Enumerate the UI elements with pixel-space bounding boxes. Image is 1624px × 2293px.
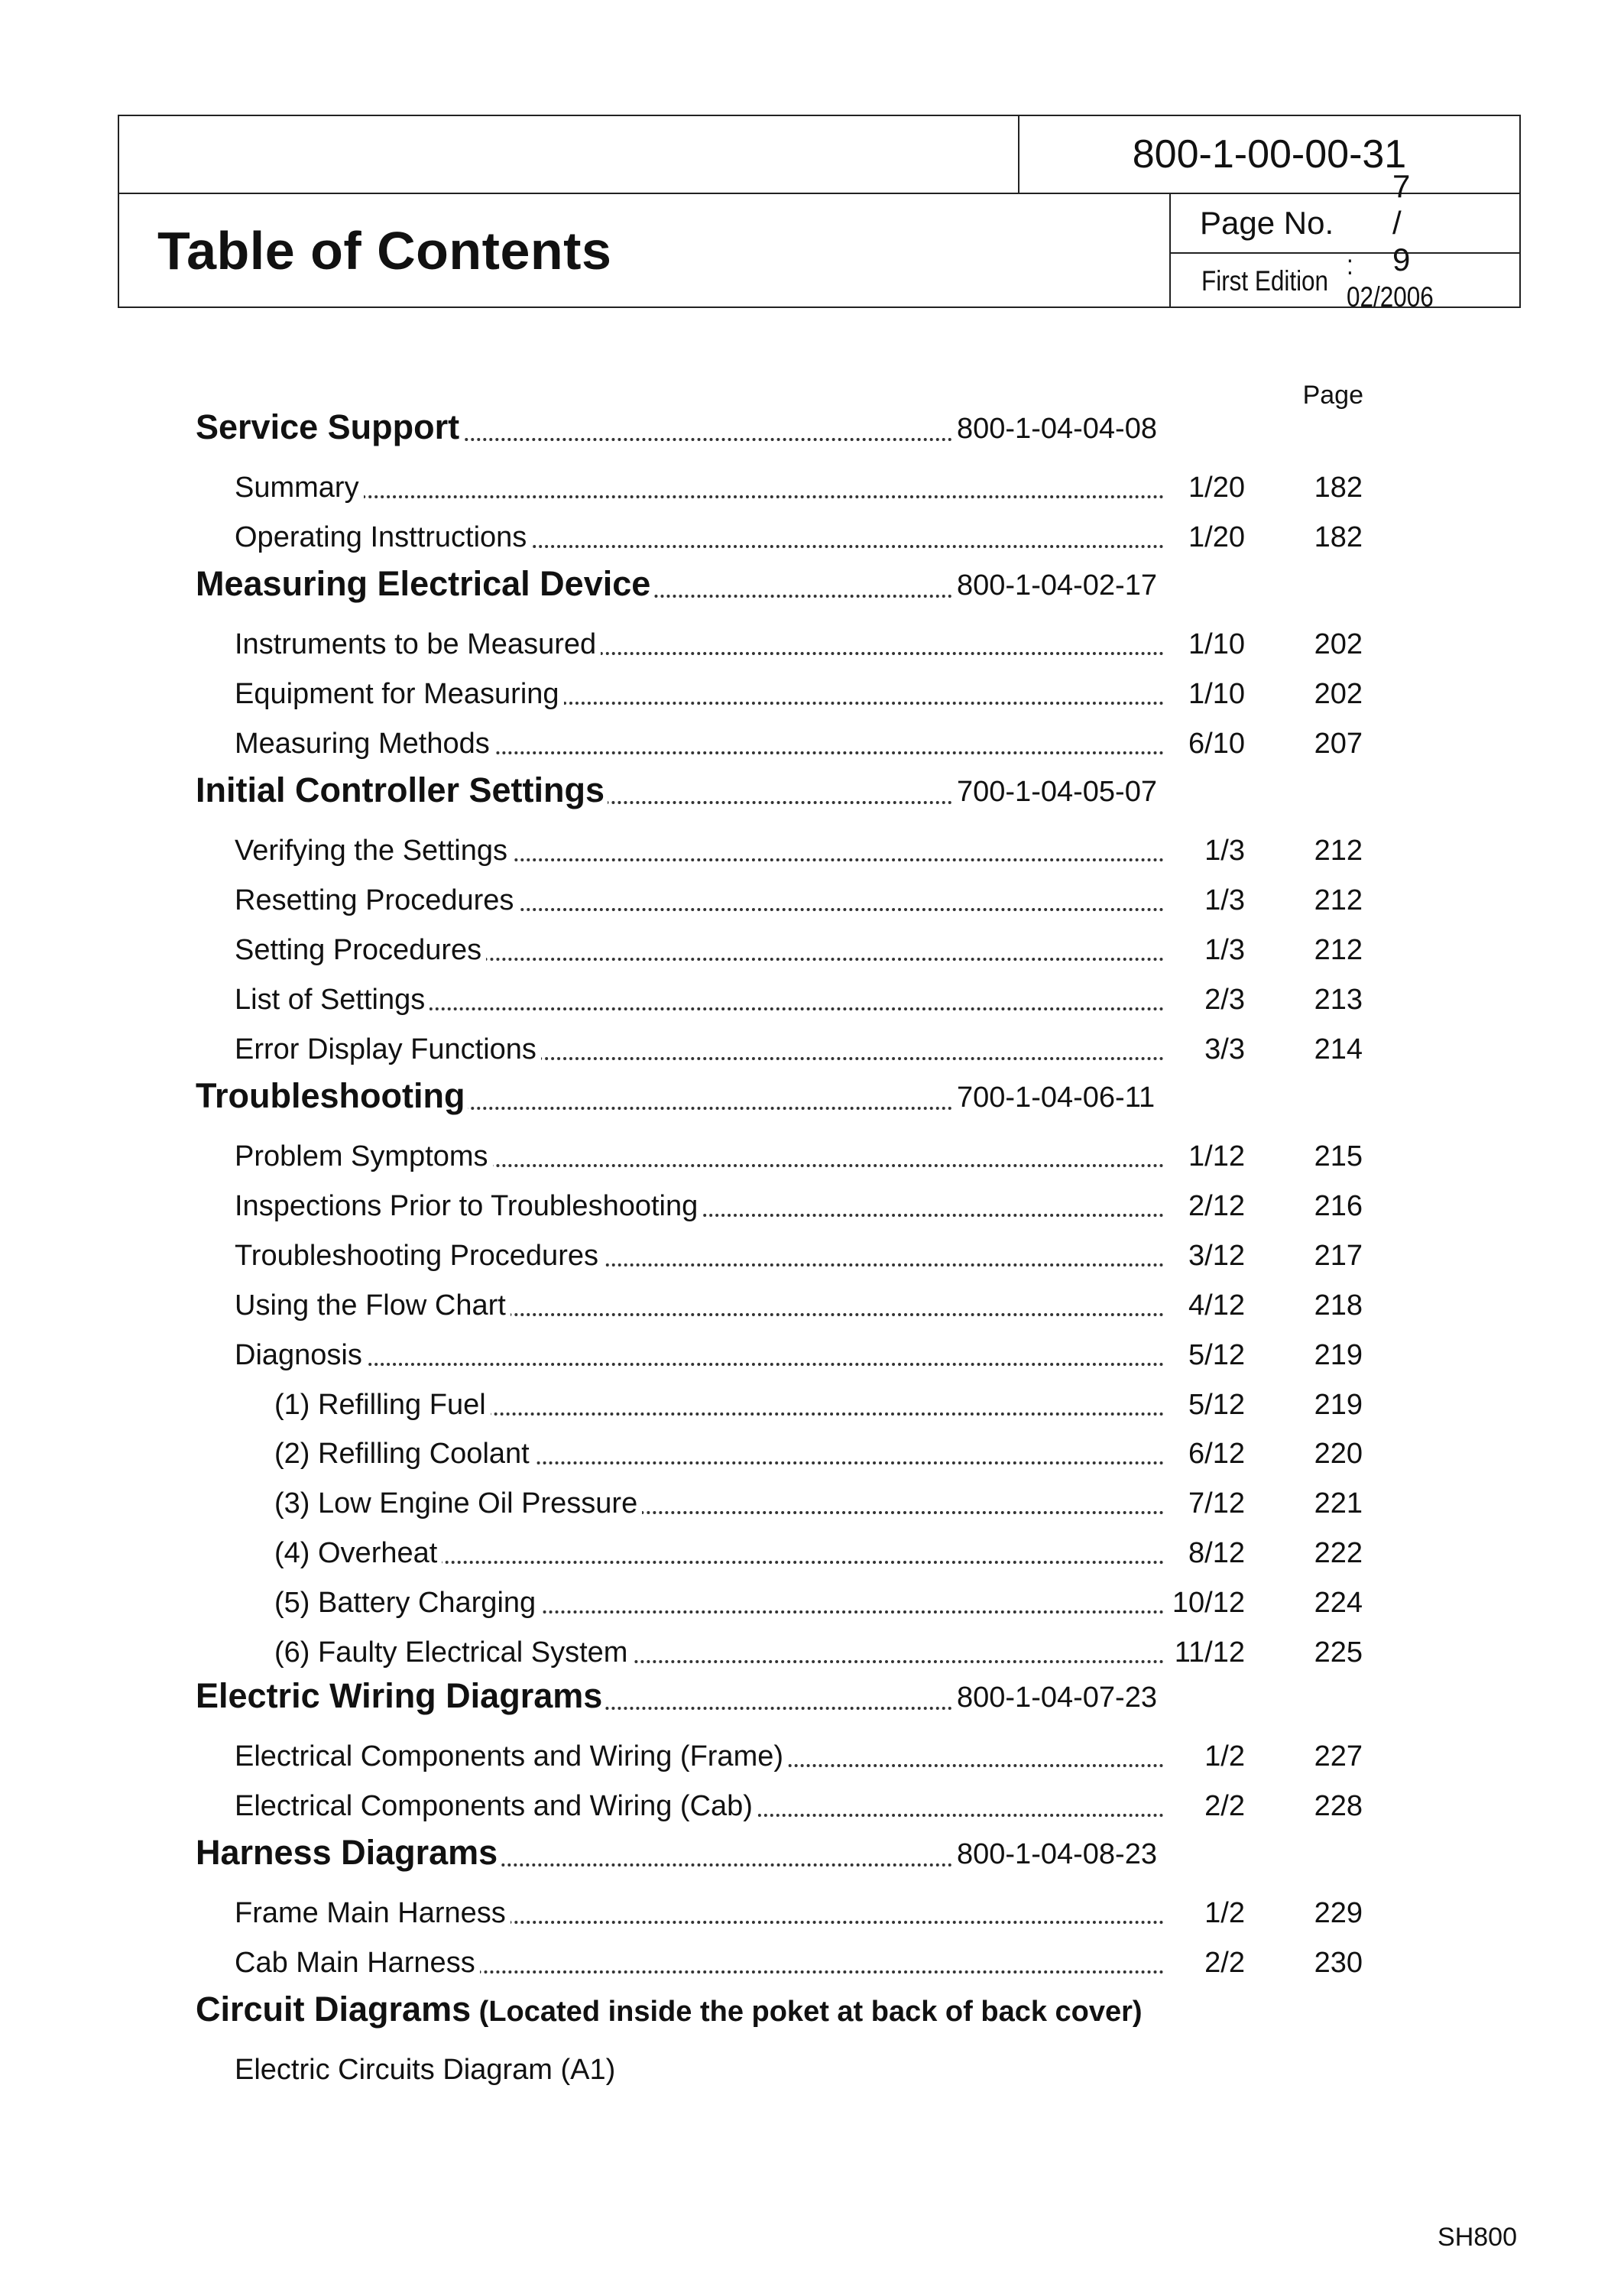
- toc-item-page-number: 227: [1314, 1740, 1363, 1772]
- toc-item-label: Resetting Procedures: [235, 884, 518, 917]
- toc-item-page-number: 216: [1314, 1189, 1363, 1222]
- toc-item[interactable]: [0, 1376, 1624, 1422]
- toc-section: [0, 401, 1624, 447]
- toc-item-label: Electrical Components and Wiring (Frame): [235, 1740, 788, 1773]
- toc-item-page-number: 182: [1314, 521, 1363, 553]
- edition: [1171, 248, 1434, 313]
- toc-item-page-number: 225: [1314, 1636, 1363, 1669]
- toc-item[interactable]: [0, 1326, 1624, 1372]
- page-number-value: 7 / 9: [1392, 168, 1412, 277]
- toc-item-subpage: 11/12: [1172, 1636, 1245, 1669]
- toc-item-subpage: 1/3: [1201, 934, 1245, 967]
- toc-item-label: List of Settings: [235, 984, 430, 1017]
- section-note: (Located inside the poket at back of back cover): [471, 1996, 1143, 2028]
- toc-item[interactable]: [0, 1934, 1624, 1980]
- toc-item-page-number: 215: [1314, 1140, 1363, 1172]
- toc-item-subpage: 1/2: [1201, 1740, 1245, 1773]
- toc-section: [0, 764, 1624, 810]
- toc-item[interactable]: [0, 1227, 1624, 1273]
- toc-item-page-number: 212: [1314, 933, 1363, 966]
- section-title: [196, 407, 462, 447]
- toc-item[interactable]: [0, 1777, 1624, 1823]
- toc-item[interactable]: [0, 615, 1624, 661]
- toc-item[interactable]: [0, 1727, 1624, 1773]
- toc-item-subpage: 1/3: [1201, 835, 1245, 868]
- toc-item[interactable]: [0, 971, 1624, 1017]
- section-title-text: Harness Diagrams: [196, 1833, 498, 1872]
- toc-item-subpage: 2/2: [1201, 1947, 1245, 1980]
- toc-item[interactable]: [0, 508, 1624, 554]
- toc-item-label: (5) Battery Charging: [274, 1587, 540, 1620]
- section-title-text: Initial Controller Settings: [196, 770, 605, 809]
- toc-item[interactable]: [0, 1884, 1624, 1930]
- dot-leader: [235, 495, 1164, 498]
- toc-item-page-number: 212: [1314, 884, 1363, 916]
- toc-item-page-number: 219: [1314, 1388, 1363, 1421]
- section-title: [196, 1076, 468, 1116]
- toc-item-page-number: 218: [1314, 1289, 1363, 1322]
- toc-section: [0, 1983, 1624, 2029]
- toc-item-label: Setting Procedures: [235, 934, 486, 967]
- toc-item[interactable]: [0, 1474, 1624, 1520]
- toc-item-page-number: 202: [1314, 677, 1363, 710]
- toc-item-page-number: 228: [1314, 1789, 1363, 1822]
- toc-item-page-number: 202: [1314, 628, 1363, 660]
- toc-item-label: Verifying the Settings: [235, 835, 512, 868]
- toc-item-label: Troubleshooting Procedures: [235, 1240, 603, 1273]
- toc-item-subpage: 1/20: [1185, 521, 1245, 554]
- section-title: [196, 564, 653, 604]
- toc-item-subpage: 1/10: [1185, 628, 1245, 661]
- toc-item[interactable]: [0, 715, 1624, 761]
- section-code: 800-1-04-04-08: [957, 413, 1157, 445]
- toc-item-label: Operating Insttructions: [235, 521, 531, 554]
- toc-item-label: (3) Low Engine Oil Pressure: [274, 1487, 642, 1520]
- toc-item-subpage: 5/12: [1185, 1389, 1245, 1422]
- toc-item-page-number: 207: [1314, 727, 1363, 760]
- page-title: Table of Contents: [157, 220, 612, 281]
- toc-item[interactable]: [0, 822, 1624, 868]
- toc-item-label: (2) Refilling Coolant: [274, 1438, 534, 1471]
- document-code: 800-1-00-00-31: [1132, 132, 1407, 177]
- toc-item[interactable]: [0, 871, 1624, 917]
- section-title-text: Measuring Electrical Device: [196, 564, 651, 603]
- toc-item-subpage: 2/3: [1201, 984, 1245, 1017]
- toc-item[interactable]: [0, 2041, 1624, 2087]
- toc-item-subpage: 3/3: [1201, 1033, 1245, 1066]
- toc-item-subpage: 2/2: [1201, 1790, 1245, 1823]
- toc-item-subpage: 10/12: [1169, 1587, 1245, 1620]
- section-code: 800-1-04-02-17: [957, 569, 1157, 602]
- header-box: [118, 115, 1521, 313]
- toc-item-subpage: 1/3: [1201, 884, 1245, 917]
- toc-item-subpage: 1/2: [1201, 1897, 1245, 1930]
- section-title-text: Circuit Diagrams: [196, 1990, 472, 2029]
- toc-item-page-number: 212: [1314, 835, 1363, 867]
- toc-item[interactable]: [0, 459, 1624, 504]
- toc-item-label: Using the Flow Chart: [235, 1289, 511, 1322]
- section-title-text: Service Support: [196, 407, 460, 446]
- toc-item-label: Equipment for Measuring: [235, 678, 564, 711]
- toc-item-subpage: 4/12: [1185, 1289, 1245, 1322]
- toc-item-subpage: 8/12: [1185, 1537, 1245, 1570]
- toc-item-label: (1) Refilling Fuel: [274, 1389, 491, 1422]
- toc-item-label: (6) Faulty Electrical System: [274, 1636, 632, 1669]
- section-code: 700-1-04-06-11: [957, 1082, 1156, 1114]
- toc-item-subpage: 6/10: [1185, 728, 1245, 761]
- toc-item-label: Measuring Methods: [235, 728, 494, 761]
- toc-item-label: Electrical Components and Wiring (Cab): [235, 1790, 757, 1823]
- toc-item-label: Frame Main Harness: [235, 1897, 511, 1930]
- toc-section: [0, 1070, 1624, 1116]
- toc-item-page-number: 217: [1314, 1239, 1363, 1272]
- toc-item[interactable]: [0, 1276, 1624, 1322]
- toc-item-subpage: 6/12: [1185, 1438, 1245, 1471]
- toc-item-page-number: 220: [1314, 1438, 1363, 1471]
- toc-item[interactable]: [0, 1127, 1624, 1173]
- section-title: [196, 1990, 1146, 2029]
- toc-item-page-number: 222: [1314, 1537, 1363, 1570]
- toc-item-label: (4) Overheat: [274, 1537, 442, 1570]
- toc-item-page-number: 219: [1314, 1338, 1363, 1371]
- toc-item-subpage: 1/12: [1185, 1140, 1245, 1173]
- toc-section: [0, 1670, 1624, 1716]
- edition-label: First Edition: [1201, 264, 1329, 297]
- section-title: [196, 1833, 501, 1873]
- page-number: [1171, 168, 1412, 277]
- page-number-label: Page No.: [1200, 205, 1334, 241]
- toc-item-page-number: 229: [1314, 1897, 1363, 1929]
- toc-item-label: Cab Main Harness: [235, 1947, 480, 1980]
- toc-item-subpage: 3/12: [1185, 1240, 1245, 1273]
- toc-item-label: Error Display Functions: [235, 1033, 541, 1066]
- section-title: [196, 1676, 605, 1716]
- toc-item-page-number: 230: [1314, 1946, 1363, 1979]
- section-code: 800-1-04-08-23: [957, 1838, 1157, 1870]
- section-code: 800-1-04-07-23: [957, 1682, 1157, 1714]
- toc-item-label: Summary: [235, 472, 364, 504]
- footer-model: SH800: [1438, 2223, 1517, 2252]
- toc-item-page-number: 214: [1314, 1033, 1363, 1065]
- page-column-header: Page: [1302, 381, 1363, 410]
- toc-item-subpage: 2/12: [1185, 1190, 1245, 1223]
- toc-item[interactable]: [0, 665, 1624, 711]
- toc-item-page-number: 224: [1314, 1587, 1363, 1620]
- toc-item[interactable]: [0, 1177, 1624, 1223]
- section-code: 700-1-04-05-07: [957, 776, 1157, 808]
- toc-item[interactable]: [0, 1020, 1624, 1066]
- toc-item-label: Instruments to be Measured: [235, 628, 601, 661]
- toc-item[interactable]: [0, 1623, 1624, 1669]
- toc-item-subpage: 7/12: [1185, 1487, 1245, 1520]
- toc-item-label: Diagnosis: [235, 1339, 367, 1372]
- toc-item-page-number: 221: [1314, 1487, 1363, 1520]
- toc-item-subpage: 1/20: [1185, 472, 1245, 504]
- toc-section: [0, 558, 1624, 604]
- toc-item[interactable]: [0, 921, 1624, 967]
- toc-item[interactable]: [0, 1524, 1624, 1570]
- section-title: [196, 770, 608, 810]
- edition-value: : 02/2006: [1347, 248, 1434, 313]
- toc-item-label: Electric Circuits Diagram (A1): [235, 2054, 620, 2087]
- toc-item[interactable]: [0, 1425, 1624, 1471]
- section-title-text: Troubleshooting: [196, 1076, 465, 1115]
- toc-item-subpage: 5/12: [1185, 1339, 1245, 1372]
- toc-item-label: Problem Symptoms: [235, 1140, 493, 1173]
- toc-item-page-number: 182: [1314, 472, 1363, 504]
- toc-item-page-number: 213: [1314, 983, 1363, 1016]
- section-title-text: Electric Wiring Diagrams: [196, 1676, 603, 1715]
- toc-item-subpage: 1/10: [1185, 678, 1245, 711]
- toc-section: [0, 1827, 1624, 1873]
- toc-item-label: Inspections Prior to Troubleshooting: [235, 1190, 702, 1223]
- toc-item[interactable]: [0, 1574, 1624, 1620]
- dot-leader: [235, 1363, 1164, 1366]
